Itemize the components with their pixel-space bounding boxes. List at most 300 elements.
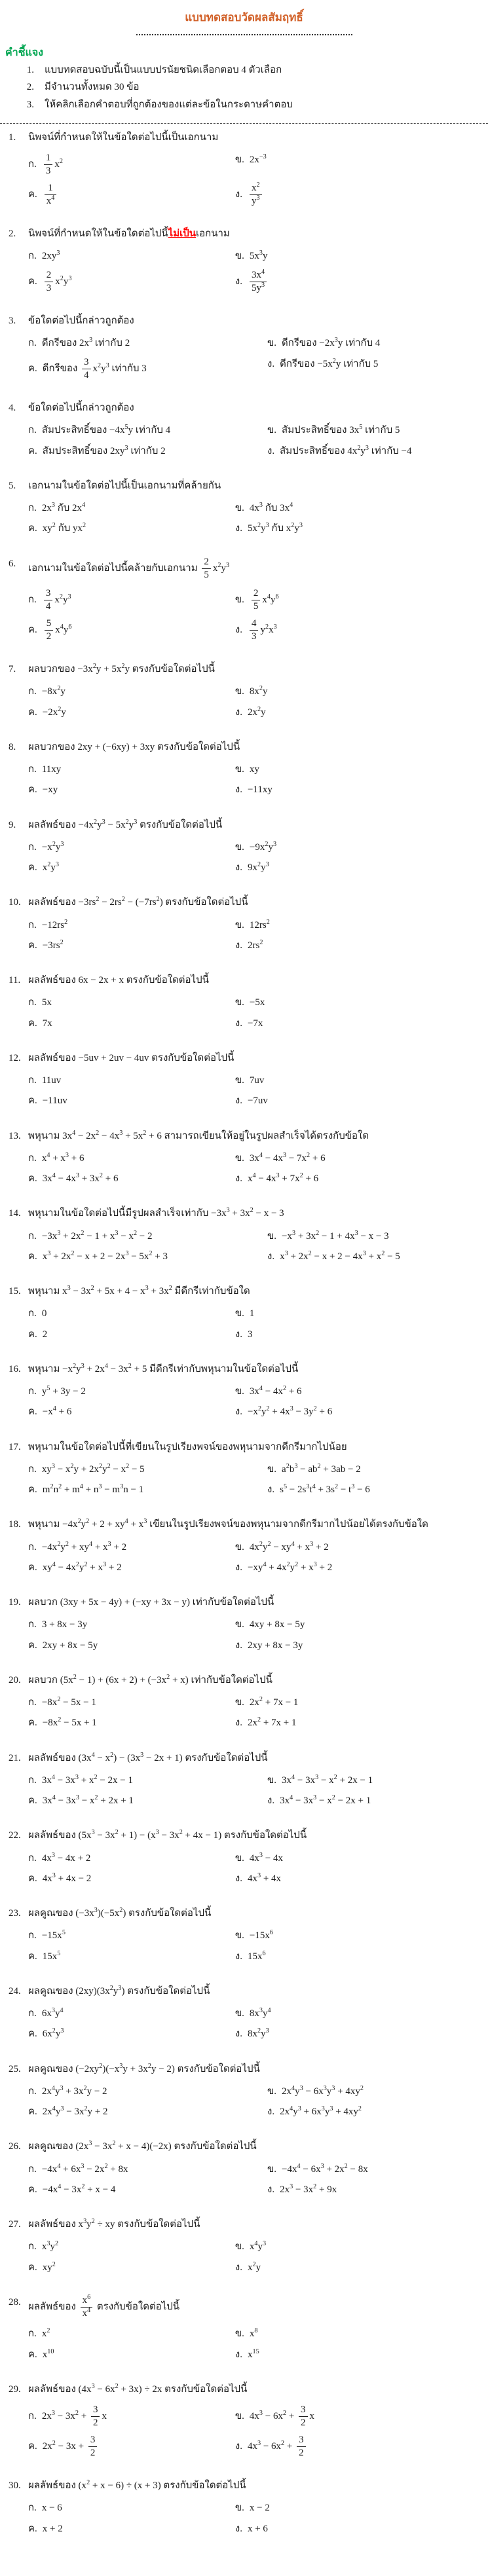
option xyxy=(235,2519,488,2539)
question-number: 30. xyxy=(9,2480,21,2492)
option-label: ก. xyxy=(28,686,37,697)
option-label: ข. xyxy=(235,251,244,262)
option xyxy=(28,1304,235,1324)
options-grid xyxy=(28,760,488,801)
question-number: 17. xyxy=(9,1441,21,1452)
option-label: ก. xyxy=(28,764,37,775)
option-label: ค. xyxy=(28,189,37,200)
option xyxy=(235,1849,488,1869)
question-stem: พหุนามในข้อใดต่อไปนี้มีรูปผลสำเร็จเท่ากับ $-3x^3 + 3x^2 - x - 3$ xyxy=(28,1207,284,1219)
question-stem: ผลบวก (3xy + 5x − 4y) + (−xy + 3x − y) เท่ากับข้อใดต่อไปนี้ xyxy=(28,1597,274,1608)
option xyxy=(28,1071,235,1091)
question-stem: ผลคูณของ $(2xy)(3x^2y^3)$ ตรงกับข้อใดต่อไปนี้ xyxy=(28,1984,210,1996)
question xyxy=(0,1984,488,2045)
option-text: $2x^2 + 7x + 1$ xyxy=(247,1716,297,1729)
option-text xyxy=(248,181,264,206)
question-stem: พหุนามในข้อใดต่อไปนี้ที่เขียนในรูปเรียงพจน์ของพหุนามจากดีกรีมากไปน้อย xyxy=(28,1441,347,1452)
option xyxy=(267,1226,488,1247)
question-stem: ผลลัพธ์ของ $\frac{x^6}{x^4}$ ตรงกับข้อใดต่อไปนี้ xyxy=(28,2293,180,2319)
options-grid xyxy=(28,2324,488,2365)
question-stem: นิพจน์ที่กำหนดให้ในข้อใดต่อไปนี้ไม่เป็นเอกนาม xyxy=(28,229,230,240)
option-label: ง. xyxy=(267,1484,275,1496)
option xyxy=(267,2180,488,2200)
question-number: 10. xyxy=(9,897,21,908)
option xyxy=(235,1537,488,1558)
option-label: ข. xyxy=(235,2411,244,2422)
option xyxy=(267,2082,488,2102)
option xyxy=(235,2498,488,2518)
instruction-text: แบบทดสอบฉบับนี้เป็นแบบปรนัยชนิดเลือกตอบ 4 ตัวเลือก xyxy=(45,65,282,76)
option xyxy=(267,2102,488,2122)
option-label: ก. xyxy=(28,2328,37,2340)
options-grid xyxy=(28,1149,488,1190)
option xyxy=(235,2258,488,2278)
option xyxy=(28,246,235,267)
options-grid xyxy=(28,2004,488,2045)
question-stem: ผลลัพธ์ของ −5uv + 2uv − 4uv ตรงกับข้อใดต่อไปนี้ xyxy=(28,1052,235,1063)
question xyxy=(0,1129,488,1190)
option-text: ดีกรีของ $2x^3$ เท่ากับ 2 xyxy=(41,337,130,349)
option-text: $\frac{5}{2}$ $x^4y^6$ xyxy=(43,625,72,635)
option-text: $3x^4 - 3x^3 - x^2 + 2x - 1$ xyxy=(282,1773,373,1786)
question xyxy=(0,1284,488,1345)
question-number: 6. xyxy=(9,558,16,569)
option-label: ข. xyxy=(235,1697,244,1708)
option xyxy=(28,2237,235,2257)
option-text: $8x^2y^3$ xyxy=(247,2027,269,2040)
option xyxy=(267,420,488,441)
option xyxy=(267,333,488,354)
option xyxy=(235,1947,488,1967)
option xyxy=(28,1869,235,1889)
option-label: ง. xyxy=(235,2262,242,2273)
option-label: ง. xyxy=(235,2349,242,2360)
options-grid xyxy=(28,2237,488,2278)
option-text: $6x^3y^4$ xyxy=(41,2007,64,2019)
question xyxy=(0,1751,488,1812)
option xyxy=(235,858,488,878)
option xyxy=(28,936,235,956)
option xyxy=(28,267,235,297)
question-stem: ผลลัพธ์ของ $(3x^4 - x^2) - (3x^3 - 2x + 1)$ ตรงกับข้อใดต่อไปนี้ xyxy=(28,1751,268,1763)
instruction-number: 2. xyxy=(26,82,34,93)
fraction: $\frac{3}{2}$ xyxy=(91,2404,100,2429)
question xyxy=(0,1595,488,1656)
option-label: ค. xyxy=(28,1795,37,1807)
question xyxy=(0,740,488,801)
option-label: ง. xyxy=(235,1951,242,1962)
question xyxy=(0,130,488,210)
option-label: ก. xyxy=(28,1075,37,1086)
option-text: 1 xyxy=(249,1308,255,1319)
options-grid xyxy=(28,1615,488,1656)
options-grid xyxy=(28,682,488,723)
option-text: $8x^3y^4$ xyxy=(249,2007,271,2019)
question-number: 2. xyxy=(9,229,16,240)
option xyxy=(28,1771,267,1791)
option-text: $3x^4 - 3x^3 - x^2 - 2x + 1$ xyxy=(280,1794,371,1807)
option-text: $-8x^2 - 5x + 1$ xyxy=(42,1716,97,1729)
option-text: −7x xyxy=(247,1018,263,1029)
option xyxy=(28,1014,235,1034)
option xyxy=(28,2024,235,2044)
option-label: ค. xyxy=(28,1018,37,1029)
instruction-item xyxy=(0,98,488,113)
fraction: $\frac{x^6}{x^4}$ xyxy=(81,2295,93,2320)
instructions-list xyxy=(0,63,488,113)
question-stem: นิพจน์ที่กำหนดให้ในข้อใดต่อไปนี้เป็นเอกนาม xyxy=(28,132,219,143)
option xyxy=(28,703,235,723)
option-label: ข. xyxy=(235,764,244,775)
option-text: $x^3 + 2x^2 - x + 2 - 2x^3 - 5x^2 + 3$ xyxy=(42,1249,168,1262)
option xyxy=(28,2258,235,2278)
fraction: $\frac{1}{x^4}$ xyxy=(45,183,57,208)
option xyxy=(28,585,235,616)
option xyxy=(28,354,267,384)
question-stem: พหุนาม $3x^4 - 2x^2 - 4x^3 + 5x^2 + 6$ สามารถเขียนให้อยู่ในรูปผลสำเร็จได้ตรงกับข้อใด xyxy=(28,1129,369,1141)
options-grid xyxy=(28,1537,488,1579)
option xyxy=(28,2432,235,2462)
option xyxy=(28,1149,235,1169)
option xyxy=(235,1402,488,1422)
option xyxy=(235,498,488,519)
option-text: $3x^4 - 4x^3 + 3x^2 + 6$ xyxy=(42,1172,119,1185)
question-stem: ผลคูณของ $(-3x^3)(-5x^2)$ ตรงกับข้อใดต่อไปนี้ xyxy=(28,1907,212,1919)
option-label: ง. xyxy=(235,1718,242,1729)
option-label: ง. xyxy=(235,1562,242,1573)
option-label: ก. xyxy=(28,1463,37,1475)
question xyxy=(0,1206,488,1267)
option-label: ก. xyxy=(28,503,37,514)
fraction: $\frac{x^2}{y^3}$ xyxy=(250,183,262,208)
option-label: ข. xyxy=(235,1308,244,1319)
option-label: ค. xyxy=(28,276,37,287)
option-text: ดีกรีของ $-2x^3y$ เท่ากับ 4 xyxy=(282,337,381,349)
question xyxy=(0,1906,488,1967)
instruction-text: ให้คลิกเลือกคำตอบที่ถูกต้องของแต่ละข้อในกระดาษคำตอบ xyxy=(45,99,293,110)
option-text: $-3rs^2$ xyxy=(42,938,64,951)
option xyxy=(28,2160,267,2180)
option-text: 11uv xyxy=(41,1075,62,1086)
option-text: $\frac{2}{3}$ $x^2y^3$ xyxy=(43,276,72,287)
fraction: $\frac{2}{3}$ xyxy=(45,270,54,295)
option xyxy=(235,246,488,267)
option xyxy=(28,1325,235,1345)
option-label: ค. xyxy=(28,445,37,456)
option-text: 5x xyxy=(41,997,52,1008)
option-text: $6x^2y^3$ xyxy=(42,2027,64,2040)
option xyxy=(235,915,488,936)
question-stem: ผลลัพธ์ของ $-3rs^2 - 2rs^2 - (-7rs^2)$ ตรงกับข้อใดต่อไปนี้ xyxy=(28,896,248,908)
option xyxy=(267,1247,488,1267)
question xyxy=(0,2382,488,2461)
option-label: ก. xyxy=(28,1775,37,1786)
fraction: $\frac{3}{4}$ xyxy=(44,588,53,613)
option-text: $x^2$ xyxy=(41,2327,50,2340)
question-stem: พหุนาม $-x^2y^3 + 2x^4 - 3x^2 + 5$ มีดีกรีเท่ากับพหุนามในข้อใดต่อไปนี้ xyxy=(28,1362,299,1374)
option-label: ข. xyxy=(235,2008,244,2019)
option-label: ค. xyxy=(28,2349,37,2360)
option-label: ข. xyxy=(235,1152,244,1164)
option xyxy=(28,616,235,646)
option xyxy=(28,1091,235,1111)
option-label: ค. xyxy=(28,1640,37,1651)
option-label: ค. xyxy=(28,2029,37,2040)
option-text: $-x^2y^3$ xyxy=(41,840,64,853)
options-grid xyxy=(28,1460,488,1501)
option-text: $4x^3 - 4x + 2$ xyxy=(41,1851,91,1864)
option-text: $5x^3y$ xyxy=(249,249,268,262)
question-number: 16. xyxy=(9,1363,21,1374)
option-label: ก. xyxy=(28,159,37,170)
fraction: $\frac{2}{5}$ xyxy=(252,588,261,613)
option-label: ข. xyxy=(235,1541,244,1553)
option xyxy=(267,1460,488,1480)
option xyxy=(235,2402,488,2432)
option-text: $4x^2y^2 - xy^4 + x^3 + 2$ xyxy=(249,1540,329,1553)
option-text: −5x xyxy=(249,997,265,1008)
option xyxy=(235,1304,488,1324)
option xyxy=(235,780,488,800)
option-text: $\frac{1}{3}$ $x^2$ xyxy=(42,159,63,170)
question-number: 24. xyxy=(9,1985,21,1996)
option-text: $x^4 - 4x^3 + 7x^2 + 6$ xyxy=(247,1172,319,1185)
option xyxy=(28,420,267,441)
option-text: $-2x^2y$ xyxy=(42,705,66,718)
option-label: ค. xyxy=(28,1095,37,1107)
option xyxy=(28,1169,235,1189)
option-label: ก. xyxy=(28,2241,37,2253)
option-label: ง. xyxy=(267,1251,275,1262)
option xyxy=(28,2345,235,2365)
instruction-text: มีจำนวนทั้งหมด 30 ข้อ xyxy=(45,82,140,93)
options-grid xyxy=(28,2160,488,2201)
option-text: 7x xyxy=(42,1018,52,1029)
option-text: $x^{10}$ xyxy=(42,2347,54,2360)
option-text: $5x^2y^3$ กับ $x^2y^3$ xyxy=(247,522,303,534)
options-grid xyxy=(28,915,488,957)
option xyxy=(235,1149,488,1169)
option-text: $-x^2y^2 + 4x^3 - 3y^2 + 6$ xyxy=(247,1405,333,1418)
option-text: $\frac{3}{4}$ $x^2y^3$ xyxy=(42,595,71,605)
option-label: ค. xyxy=(28,707,37,718)
option-text: xy xyxy=(249,764,259,775)
option xyxy=(28,837,235,858)
option-label: ข. xyxy=(235,919,244,930)
option-text: $4x^3 + 4x - 2$ xyxy=(42,1871,92,1884)
options-grid xyxy=(28,1693,488,1734)
instruction-item xyxy=(0,63,488,78)
dotted-divider xyxy=(136,33,352,35)
question-number: 13. xyxy=(9,1130,21,1141)
option-text: −11uv xyxy=(42,1095,67,1107)
option xyxy=(28,333,267,354)
option-label: ก. xyxy=(28,1152,37,1164)
question-number: 26. xyxy=(9,2141,21,2152)
option xyxy=(235,1636,488,1656)
option-label: ข. xyxy=(267,1463,277,1475)
option-text: $2x^3 - 3x^2 + 9x$ xyxy=(280,2182,337,2195)
option-text: $-x^3 + 3x^2 - 1 + 4x^3 - x - 3$ xyxy=(282,1229,389,1242)
option xyxy=(235,1713,488,1733)
option-text: 11xy xyxy=(41,764,62,775)
option-text: $4x^3 - 6x^2$ + $\frac{3}{2}$ x xyxy=(249,2404,315,2429)
option-label: ข. xyxy=(267,425,277,436)
option-text: $m^2n^2 + m^4 + n^3 - m^3n - 1$ xyxy=(42,1483,144,1496)
option xyxy=(267,2160,488,2180)
option-text: $2xy^3$ xyxy=(41,249,60,262)
option xyxy=(28,1693,235,1713)
option-label: ง. xyxy=(235,862,242,874)
option-label: ค. xyxy=(28,1484,37,1496)
option-text: $-x^4 + 6$ xyxy=(42,1405,72,1418)
option-label: ค. xyxy=(28,363,37,374)
option-text: $-4x^4 - 6x^3 + 2x^2 - 8x$ xyxy=(282,2162,368,2175)
option xyxy=(28,1615,235,1635)
question-number: 11. xyxy=(9,975,21,986)
option xyxy=(28,1636,235,1656)
option-label: ค. xyxy=(28,1718,37,1729)
fraction: $\frac{4}{3}$ xyxy=(250,618,259,643)
option xyxy=(28,915,235,936)
option-label: ข. xyxy=(267,338,277,349)
option-text xyxy=(43,182,59,206)
option-label: ก. xyxy=(28,919,37,930)
option xyxy=(28,1947,235,1967)
option-label: ง. xyxy=(235,1640,242,1651)
question-stem: ผลลัพธ์ของ $(5x^3 - 3x^2 + 1) - (x^3 - 3x^2 + 4x - 1)$ ตรงกับข้อใดต่อไปนี้ xyxy=(28,1829,307,1841)
question-stem: ผลลัพธ์ของ 6x − 2x + x ตรงกับข้อใดต่อไปนี้ xyxy=(28,975,209,986)
option xyxy=(28,993,235,1013)
option-text: $\frac{2}{5}$ $x^4y^6$ xyxy=(250,595,279,605)
option-label: ค. xyxy=(28,862,37,874)
option-label: ก. xyxy=(28,2503,37,2514)
option xyxy=(28,180,235,210)
option-label: ง. xyxy=(235,2029,242,2040)
option xyxy=(28,519,235,539)
instruction-item xyxy=(0,80,488,95)
option-text: $2x^2 + 7x - 1$ xyxy=(249,1696,299,1708)
option xyxy=(28,2082,267,2102)
option-label: ก. xyxy=(28,1308,37,1319)
fraction: $\frac{3}{4}$ xyxy=(82,357,91,382)
option-text: $-8x^2y$ xyxy=(41,685,66,697)
option xyxy=(28,1460,267,1480)
option xyxy=(235,150,488,180)
option-text: $-xy^4 + 4x^2y^2 + x^3 + 2$ xyxy=(247,1560,333,1573)
option xyxy=(28,1247,267,1267)
option xyxy=(235,1558,488,1578)
question-number: 21. xyxy=(9,1752,21,1763)
fraction: $\frac{5}{2}$ xyxy=(45,618,54,643)
option-label: ข. xyxy=(235,1852,244,1864)
option xyxy=(235,1926,488,1946)
option-text: $4x^3$ กับ $3x^4$ xyxy=(249,502,293,514)
option-text: $2rs^2$ xyxy=(247,938,263,951)
option xyxy=(235,1169,488,1189)
option-label: ก. xyxy=(28,1619,37,1630)
option-label: ค. xyxy=(28,1173,37,1185)
option-text: $-4x^4 - 3x^2 + x - 4$ xyxy=(42,2182,116,2195)
fraction: $\frac{3}{2}$ xyxy=(299,2404,308,2429)
option xyxy=(235,1014,488,1034)
question xyxy=(0,2217,488,2278)
option-text: 2xy + 8x − 5y xyxy=(42,1640,98,1651)
dashed-divider xyxy=(0,123,488,124)
option xyxy=(235,2024,488,2044)
fraction: $\frac{3}{2}$ xyxy=(297,2435,306,2459)
option-text: $9x^2y^3$ xyxy=(247,861,269,874)
option-text: $2x^3$ กับ $2x^4$ xyxy=(41,502,86,514)
option-text: $-12rs^2$ xyxy=(41,918,68,930)
option-text: $s^5 - 2s^3t^4 + 3s^2 - t^3 - 6$ xyxy=(280,1483,370,1496)
question xyxy=(0,1828,488,1889)
option-text: $2x^4y^3 - 3x^2y + 2$ xyxy=(42,2105,108,2118)
option-text: x − 6 xyxy=(41,2503,62,2514)
options-grid xyxy=(28,498,488,540)
fraction: $\frac{1}{3}$ xyxy=(44,153,53,177)
option-label: ข. xyxy=(267,2086,277,2097)
option xyxy=(28,2102,267,2122)
option-text: $xy^2$ xyxy=(42,2260,56,2273)
question xyxy=(0,1673,488,1734)
question xyxy=(0,479,488,540)
question-number: 7. xyxy=(9,664,16,675)
option-label: ก. xyxy=(28,1541,37,1553)
options-grid xyxy=(28,150,488,210)
option xyxy=(235,2432,488,2462)
option-text: $xy^2$ กับ $yx^2$ xyxy=(42,522,86,534)
option-text: $12rs^2$ xyxy=(249,918,270,930)
instruction-number: 3. xyxy=(26,99,34,110)
option-text: 2 xyxy=(42,1329,48,1340)
option-text: $x^3y^2$ xyxy=(41,2240,59,2253)
option xyxy=(267,1771,488,1791)
option-text: $4x^3 - 6x^2$ + $\frac{3}{2}$ xyxy=(248,2441,308,2452)
question-number: 27. xyxy=(9,2219,21,2230)
option-text: $x^8$ xyxy=(249,2327,258,2340)
question-number: 15. xyxy=(9,1286,21,1297)
question-number: 9. xyxy=(9,819,16,830)
question xyxy=(0,1440,488,1501)
options-grid xyxy=(28,585,488,645)
question-number: 18. xyxy=(9,1519,21,1530)
option-text: $-15x^6$ xyxy=(249,1929,273,1941)
option-text: −7uv xyxy=(247,1095,268,1107)
option-label: ค. xyxy=(28,624,37,635)
option-label: ก. xyxy=(28,2086,37,2097)
option xyxy=(28,498,235,519)
option-label: ค. xyxy=(28,1951,37,1962)
option-label: ค. xyxy=(28,2184,37,2195)
option-text: $x^2y^3$ xyxy=(42,861,59,874)
options-grid xyxy=(28,2082,488,2123)
options-grid xyxy=(28,1382,488,1423)
option-label: ค. xyxy=(28,2262,37,2273)
option-label: ก. xyxy=(28,841,37,853)
question-number: 25. xyxy=(9,2063,21,2074)
option-text: 7uv xyxy=(249,1075,265,1086)
question xyxy=(0,2295,488,2365)
option-label: ข. xyxy=(235,997,244,1008)
options-grid xyxy=(28,993,488,1034)
option-label: ค. xyxy=(28,940,37,951)
option xyxy=(28,760,235,780)
option xyxy=(235,682,488,702)
option-label: ง. xyxy=(235,707,242,718)
question xyxy=(0,818,488,879)
question xyxy=(0,557,488,646)
